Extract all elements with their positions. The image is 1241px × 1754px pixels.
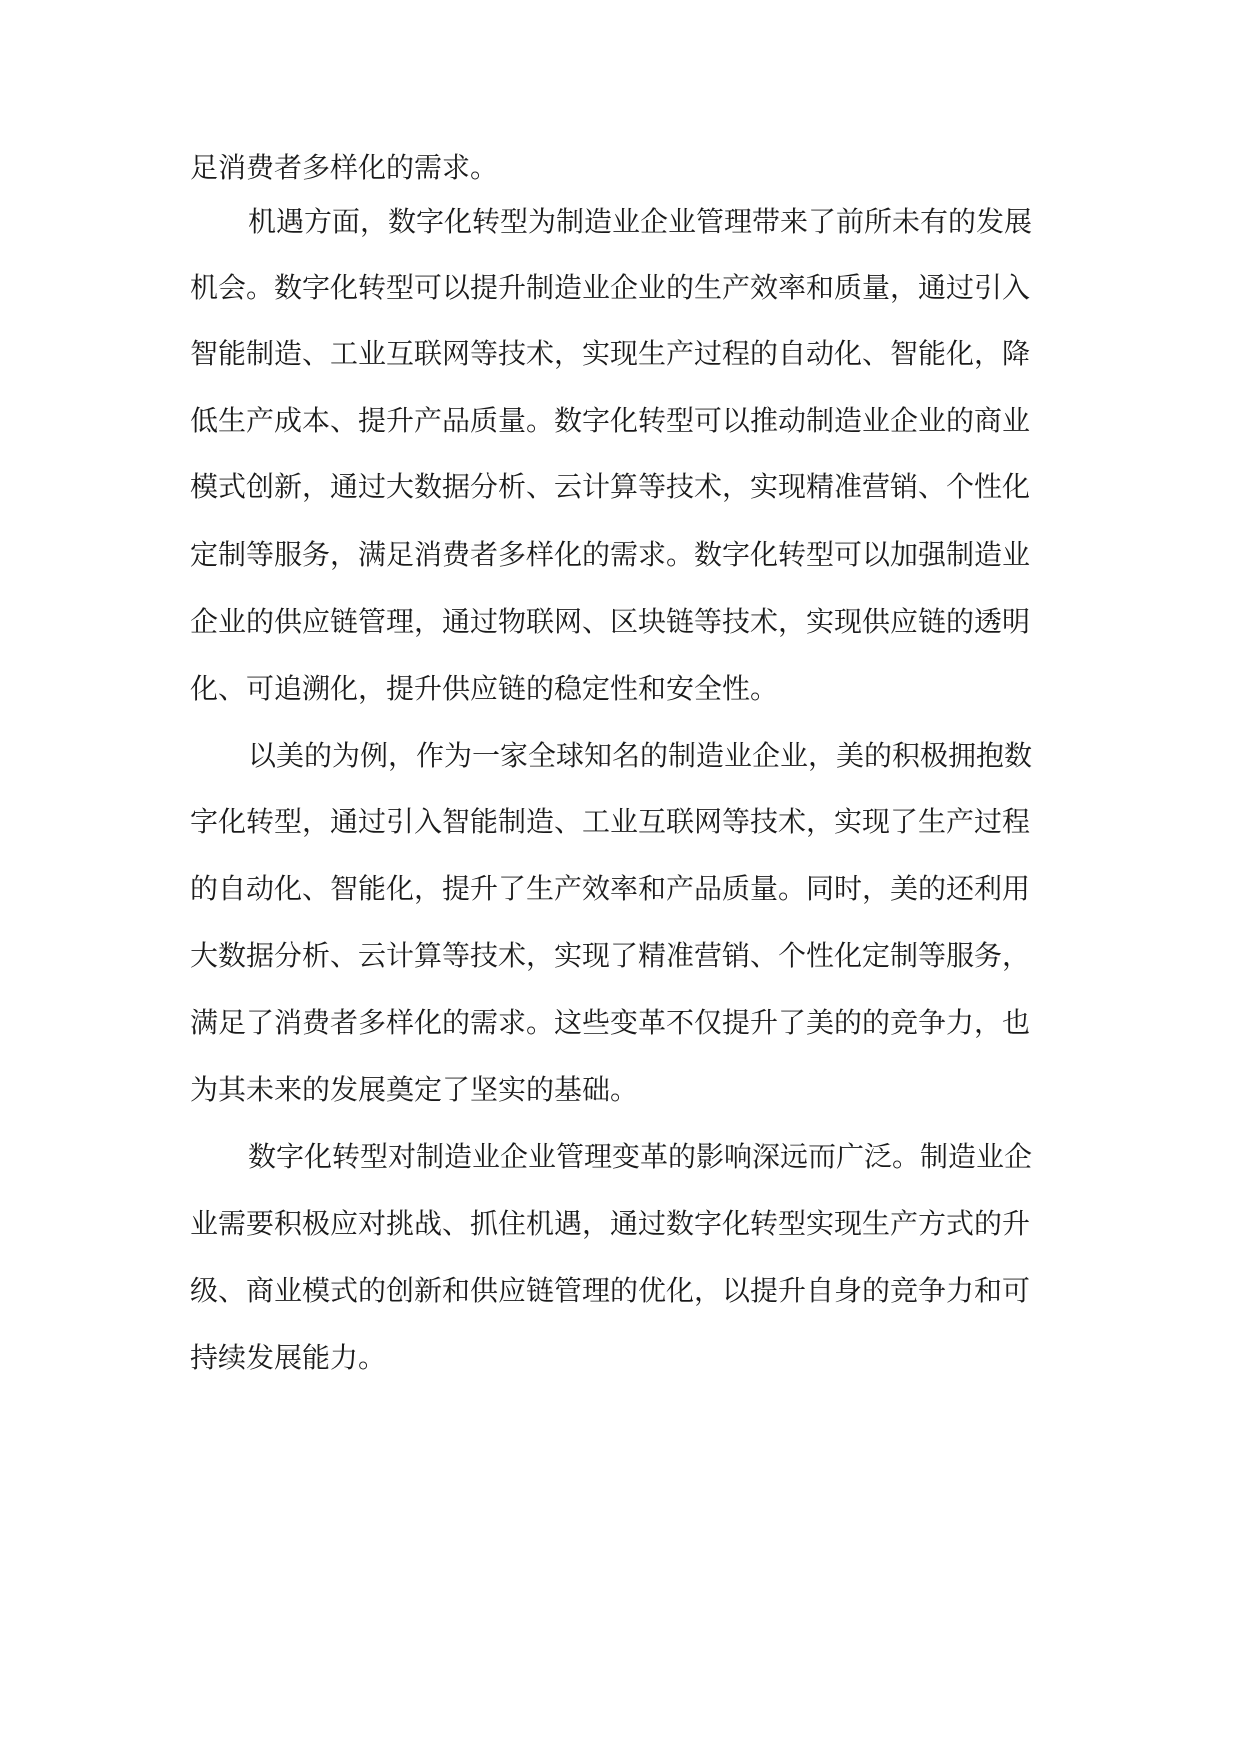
text-line: 化、可追溯化，提升供应链的稳定性和安全性。	[190, 672, 779, 705]
text-line: 数字化转型对制造业企业管理变革的影响深远而广泛。制造业企	[248, 1140, 1033, 1173]
text-line: 以美的为例，作为一家全球知名的制造业企业，美的积极拥抱数	[248, 739, 1033, 772]
text-line: 级、商业模式的创新和供应链管理的优化，以提升自身的竞争力和可	[190, 1274, 1031, 1307]
text-line: 定制等服务，满足消费者多样化的需求。数字化转型可以加强制造业	[190, 538, 1031, 571]
text-line: 字化转型，通过引入智能制造、工业互联网等技术，实现了生产过程	[190, 805, 1031, 838]
text-line: 足消费者多样化的需求。	[190, 151, 499, 184]
text-line: 大数据分析、云计算等技术，实现了精准营销、个性化定制等服务，	[190, 939, 1031, 972]
text-line: 模式创新，通过大数据分析、云计算等技术，实现精准营销、个性化	[190, 470, 1031, 503]
text-line: 智能制造、工业互联网等技术，实现生产过程的自动化、智能化，降	[190, 337, 1031, 370]
text-line: 持续发展能力。	[190, 1341, 387, 1374]
text-line: 的自动化、智能化，提升了生产效率和产品质量。同时，美的还利用	[190, 872, 1031, 905]
text-line: 业需要积极应对挑战、抓住机遇，通过数字化转型实现生产方式的升	[190, 1207, 1031, 1240]
text-line: 机遇方面，数字化转型为制造业企业管理带来了前所未有的发展	[248, 205, 1033, 238]
text-line: 为其未来的发展奠定了坚实的基础。	[190, 1073, 639, 1106]
text-line: 机会。数字化转型可以提升制造业企业的生产效率和质量，通过引入	[190, 271, 1031, 304]
text-line: 低生产成本、提升产品质量。数字化转型可以推动制造业企业的商业	[190, 404, 1031, 437]
text-line: 企业的供应链管理，通过物联网、区块链等技术，实现供应链的透明	[190, 605, 1031, 638]
text-line: 满足了消费者多样化的需求。这些变革不仅提升了美的的竞争力，也	[190, 1006, 1031, 1039]
